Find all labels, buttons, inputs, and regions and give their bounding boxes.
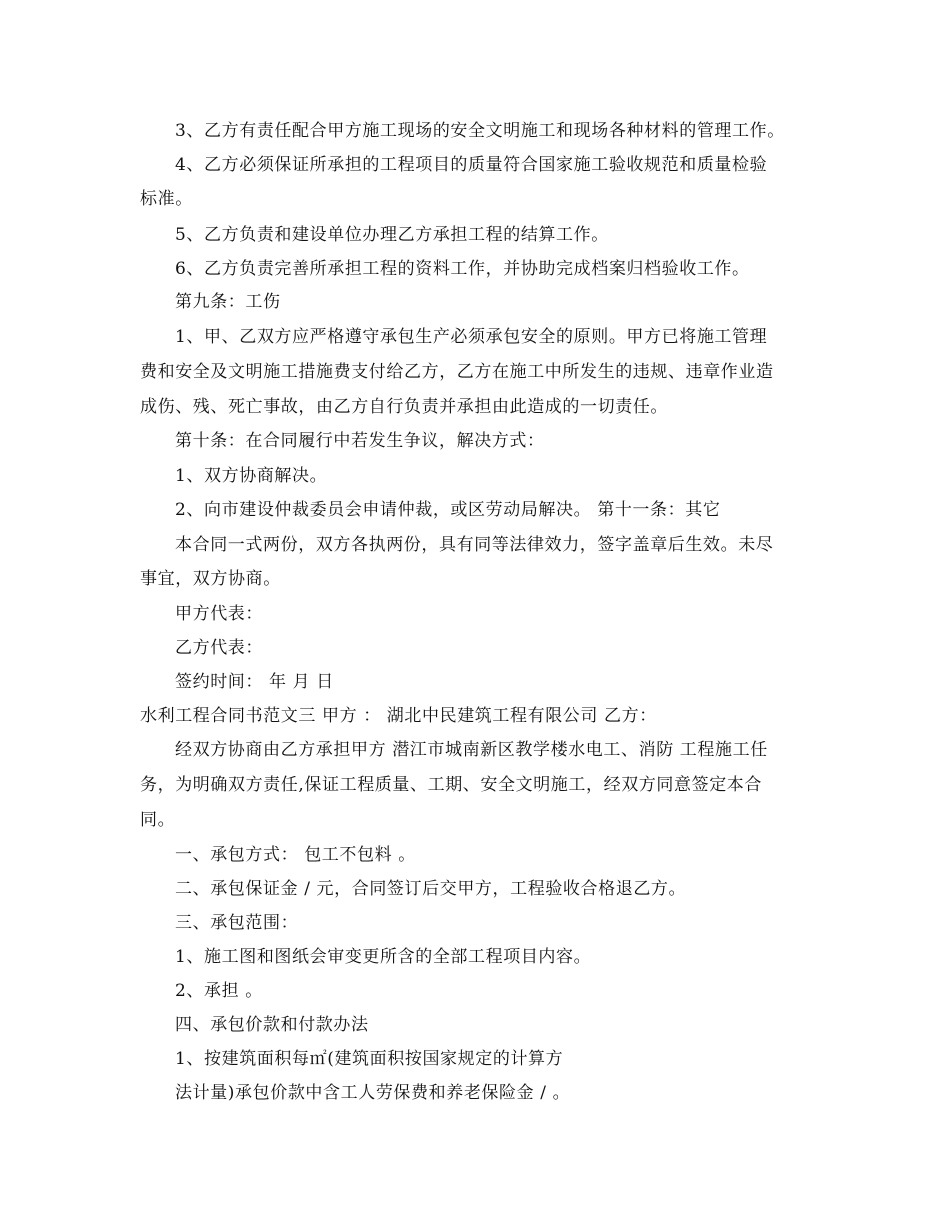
- paragraph-line: 4、乙方必须保证所承担的工程项目的质量符合国家施工验收规范和质量检验: [175, 155, 768, 175]
- paragraph-line: 二、承包保证金 / 元，合同签订后交甲方，工程验收合格退乙方。: [175, 879, 687, 899]
- paragraph-line: 2、承担 。: [175, 981, 263, 1001]
- section-heading: 第十条：在合同履行中若发生争议，解决方式：: [175, 431, 545, 451]
- paragraph-line: 事宜，双方协商。: [140, 569, 281, 589]
- paragraph-line: 6、乙方负责完善所承担工程的资料工作，并协助完成档案归档验收工作。: [175, 259, 750, 279]
- signature-field-party-b: 乙方代表：: [175, 638, 263, 658]
- paragraph-line: 经双方协商由乙方承担甲方 潜江市城南新区教学楼水电工、消防 工程施工任: [175, 740, 768, 760]
- signature-field-party-a: 甲方代表：: [175, 604, 263, 624]
- paragraph-line: 务，为明确双方责任,保证工程质量、工期、安全文明施工，经双方同意签定本合: [140, 775, 763, 795]
- paragraph-line: 3、乙方有责任配合甲方施工现场的安全文明施工和现场各种材料的管理工作。: [175, 121, 785, 141]
- section-heading: 四、承包价款和付款办法: [175, 1015, 369, 1035]
- paragraph-line: 1、按建筑面积每㎡(建筑面积按国家规定的计算方: [175, 1049, 564, 1069]
- paragraph-line: 5、乙方负责和建设单位办理乙方承担工程的结算工作。: [175, 225, 609, 245]
- paragraph-line: 1、施工图和图纸会审变更所含的全部工程项目内容。: [175, 947, 592, 967]
- paragraph-line: 本合同一式两份，双方各执两份，具有同等法律效力，签字盖章后生效。未尽: [175, 535, 774, 555]
- paragraph-line: 费和安全及文明施工措施费支付给乙方，乙方在施工中所发生的违规、违章作业造: [140, 362, 774, 382]
- paragraph-line: 标准。: [140, 189, 193, 209]
- paragraph-line: 1、双方协商解决。: [175, 466, 328, 486]
- paragraph-line: 1、甲、乙双方应严格遵守承包生产必须承包安全的原则。甲方已将施工管理: [175, 327, 768, 347]
- contract-title-line: 水利工程合同书范文三 甲方 ： 湖北中民建筑工程有限公司 乙方：: [140, 706, 657, 726]
- paragraph-line: 同。: [140, 810, 176, 830]
- section-heading: 三、承包范围：: [175, 913, 299, 933]
- paragraph-line: 2、向市建设仲裁委员会申请仲裁，或区劳动局解决。 第十一条：其它: [175, 500, 721, 520]
- section-heading: 第九条：工伤: [175, 292, 281, 312]
- paragraph-line: 一、承包方式： 包工不包料 。: [175, 845, 416, 865]
- paragraph-line: 法计量)承包价款中含工人劳保费和养老保险金 / 。: [175, 1083, 571, 1103]
- paragraph-line: 成伤、残、死亡事故，由乙方自行负责并承担由此造成的一切责任。: [140, 397, 668, 417]
- signing-date-field: 签约时间： 年 月 日: [175, 672, 334, 692]
